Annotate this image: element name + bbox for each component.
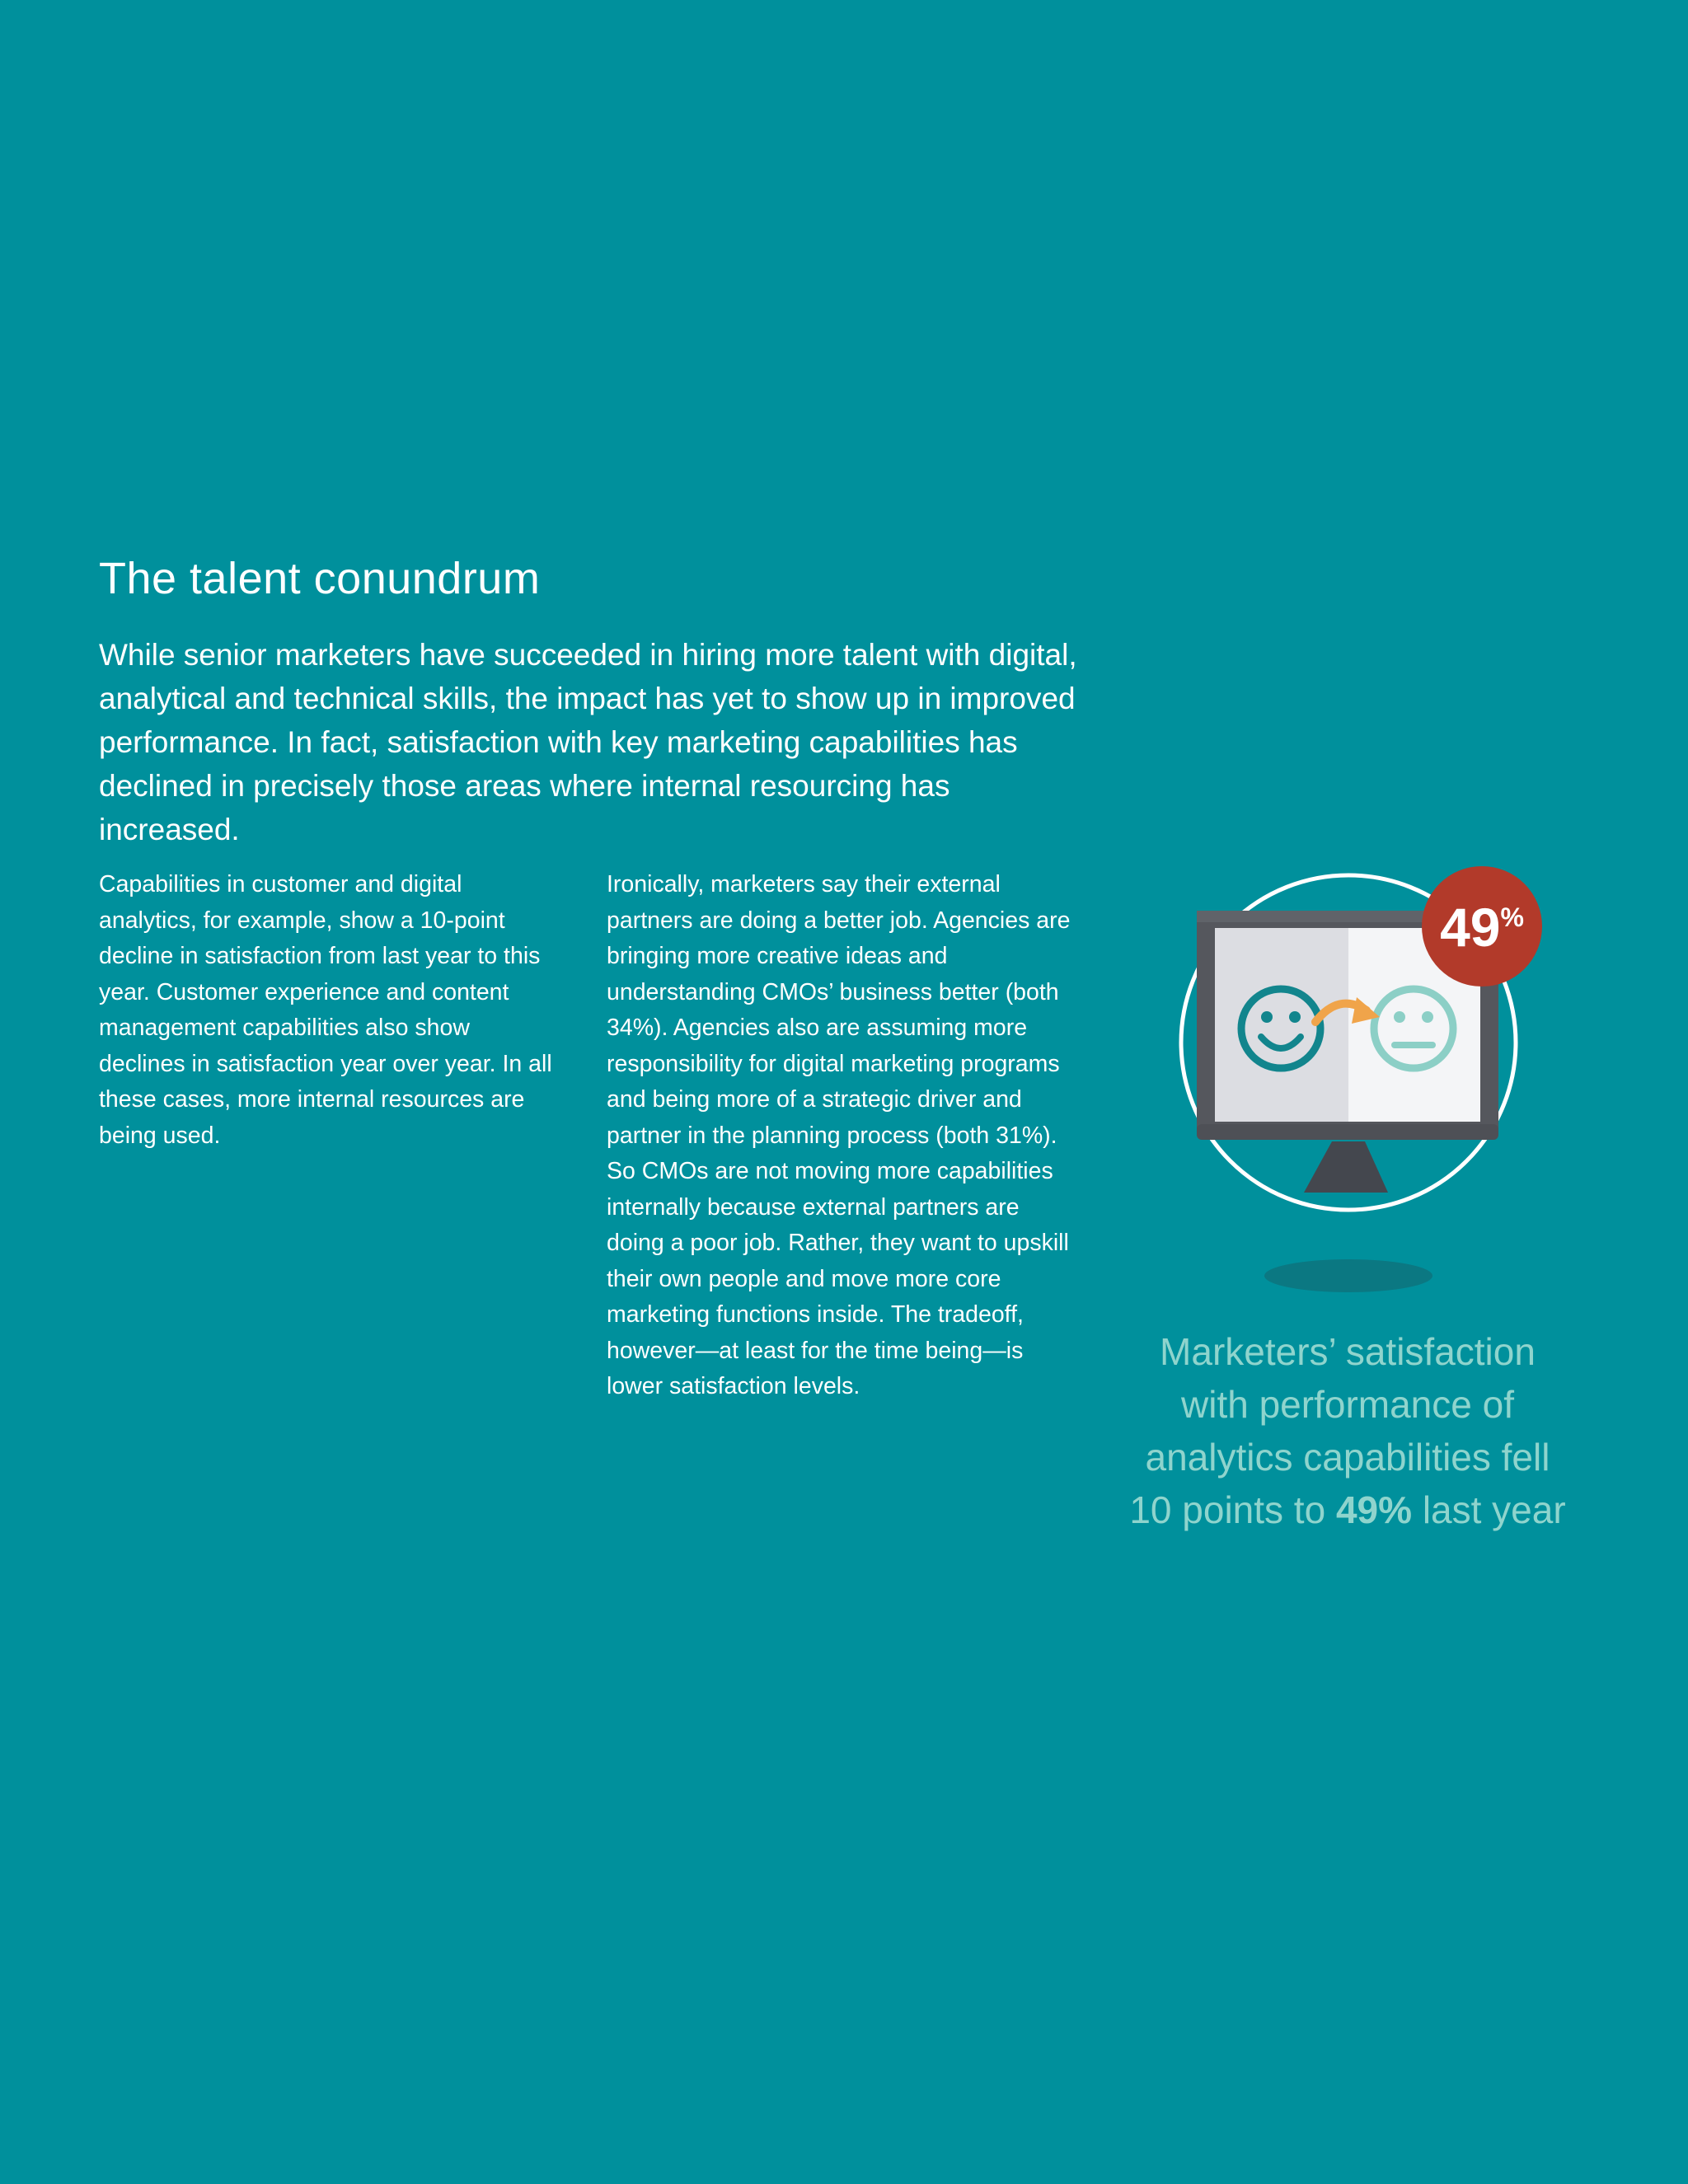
body-column-right: Ironically, marketers say their external partners are doing a better job. Agencies are bringing more creative ideas and understanding CMOs’ business better (both 34%). Agencies also are assuming more responsibility for digital marketing programs and being more of a strategic driver and partner in the planning process (both 31%). So CMOs are not moving more capabilities internally because external partners are doing a poor job. Rather, they want to upskill their own people and move more core marketing functions inside. The tradeoff, however—at least for the time being—is lower satisfaction levels.	[607, 871, 1071, 1399]
satisfaction-graphic	[1154, 857, 1566, 1302]
shadow-ellipse	[1264, 1259, 1432, 1292]
body-column-left: Capabilities in customer and digital analytics, for example, show a 10-point decline in satisfaction from last year to this year. Customer experience and content management capabilities also show declines in satisfaction year over year. In all these cases, more internal resources are being used.	[99, 871, 552, 1149]
intro-paragraph: While senior marketers have succeeded in hiring more talent with digital, analytical and technical skills, the impact has yet to show up in improved performance. In fact, satisfaction with key marketing capabilities has declined in precisely those areas where internal resourcing has increased.	[99, 638, 1077, 846]
badge-unit: %	[1500, 902, 1524, 932]
section-heading: The talent conundrum	[99, 554, 541, 603]
percentage-badge	[1422, 866, 1542, 987]
stat-caption	[1121, 1325, 1574, 1536]
caption-bold-value: 49%	[1335, 1488, 1413, 1531]
caption-tail: last year	[1422, 1488, 1566, 1531]
caption-text: Marketers’ satisfaction with performance of analytics capabilities fell 10 points to	[1129, 1330, 1550, 1531]
badge-value: 49	[1440, 897, 1501, 958]
